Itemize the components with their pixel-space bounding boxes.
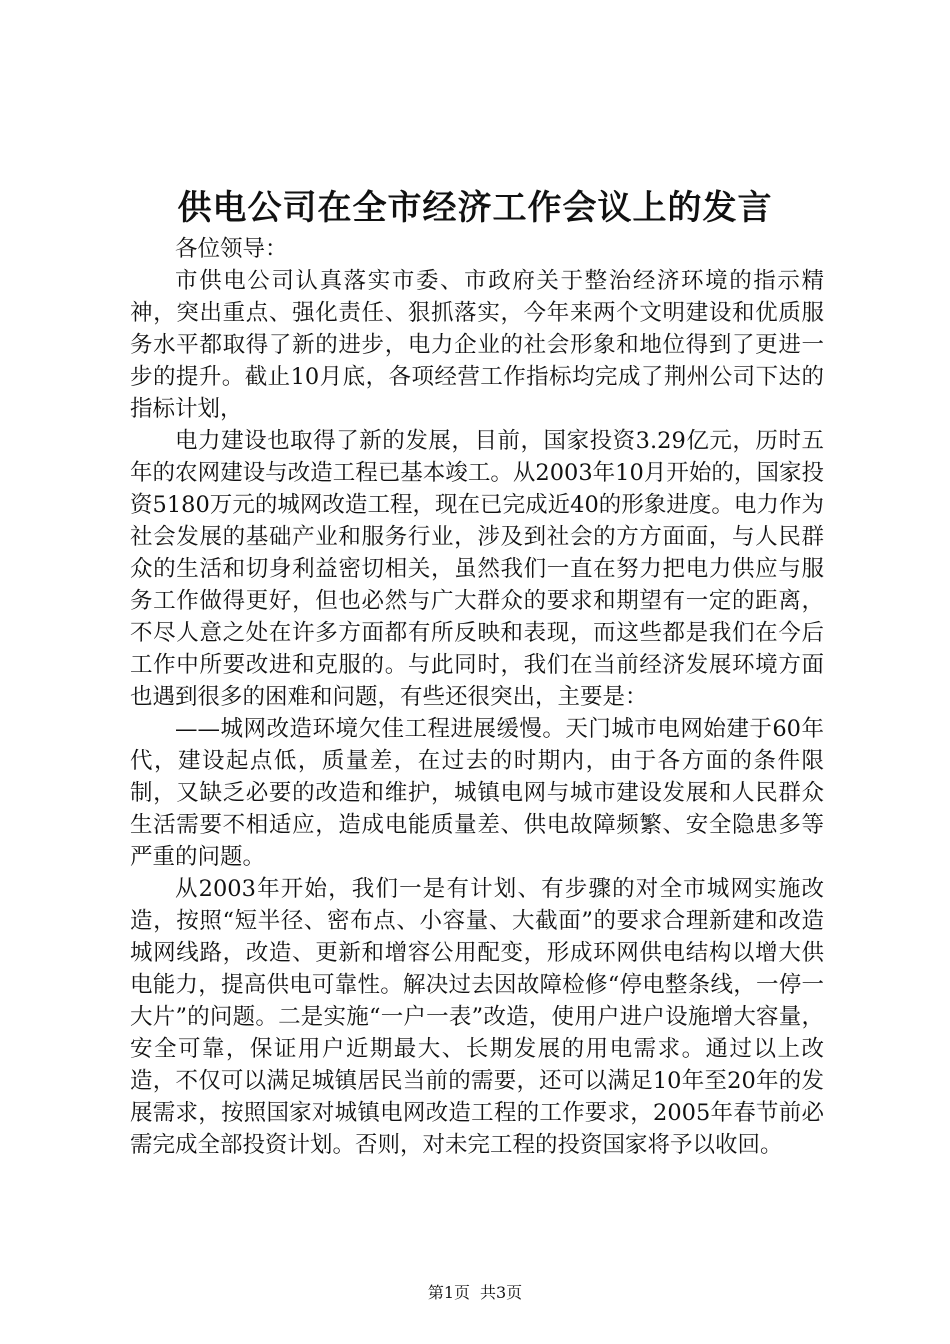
page-number: 第1页 [427, 1283, 470, 1302]
page-footer [0, 1281, 950, 1305]
body-paragraph: 电力建设也取得了新的发展，目前，国家投资3.29亿元，历时五年的农网建设与改造工程已基本竣工。从2003年10月开始的，国家投资5180万元的城网改造工程，现在已完成近40的形象进度。电力作为社会发展的基础产业和服务行业，涉及到社会的方方面面，与人民群众的生活和切身利益密切相关，虽然我们一直在努力把电力供应与服务工作做得更好，但也必然与广大群众的要求和期望有一定的距离，不尽人意之处在许多方面都有所反映和表现，而这些都是我们在今后工作中所要改进和克服的。与此同时，我们在当前经济发展环境方面也遇到很多的困难和问题，有些还很突出，主要是： [130, 428, 824, 710]
body-paragraph: 市供电公司认真落实市委、市政府关于整治经济环境的指示精神，突出重点、强化责任、狠抓落实，今年来两个文明建设和优质服务水平都取得了新的进步，电力企业的社会形象和地位得到了更进一步的提升。截止10月底，各项经营工作指标均完成了荆州公司下达的指标计划， [130, 268, 824, 422]
document-body [130, 233, 824, 1161]
page-total: 共3页 [480, 1283, 523, 1302]
document-title: 供电公司在全市经济工作会议上的发言 [177, 188, 773, 228]
salutation-paragraph: 各位领导： [175, 236, 288, 262]
body-paragraph: ——城网改造环境欠佳工程进展缓慢。天门城市电网始建于60年代，建设起点低，质量差，在过去的时期内，由于各方面的条件限制，又缺乏必要的改造和维护，城镇电网与城市建设发展和人民群众生活需要不相适应，造成电能质量差、供电故障频繁、安全隐患多等严重的问题。 [130, 716, 824, 870]
body-paragraph: 从2003年开始，我们一是有计划、有步骤的对全市城网实施改造，按照“短半径、密布点、小容量、大截面”的要求合理新建和改造城网线路，改造、更新和增容公用配变，形成环网供电结构以增大供电能力，提高供电可靠性。解决过去因故障检修“停电整条线，一停一大片”的问题。二是实施“一户一表”改造，使用户进户设施增大容量，安全可靠，保证用户近期最大、长期发展的用电需求。通过以上改造，不仅可以满足城镇居民当前的需要，还可以满足10年至20年的发展需求，按照国家对城镇电网改造工程的工作要求，2005年春节前必需完成全部投资计划。否则，对未完工程的投资国家将予以收回。 [130, 876, 824, 1158]
